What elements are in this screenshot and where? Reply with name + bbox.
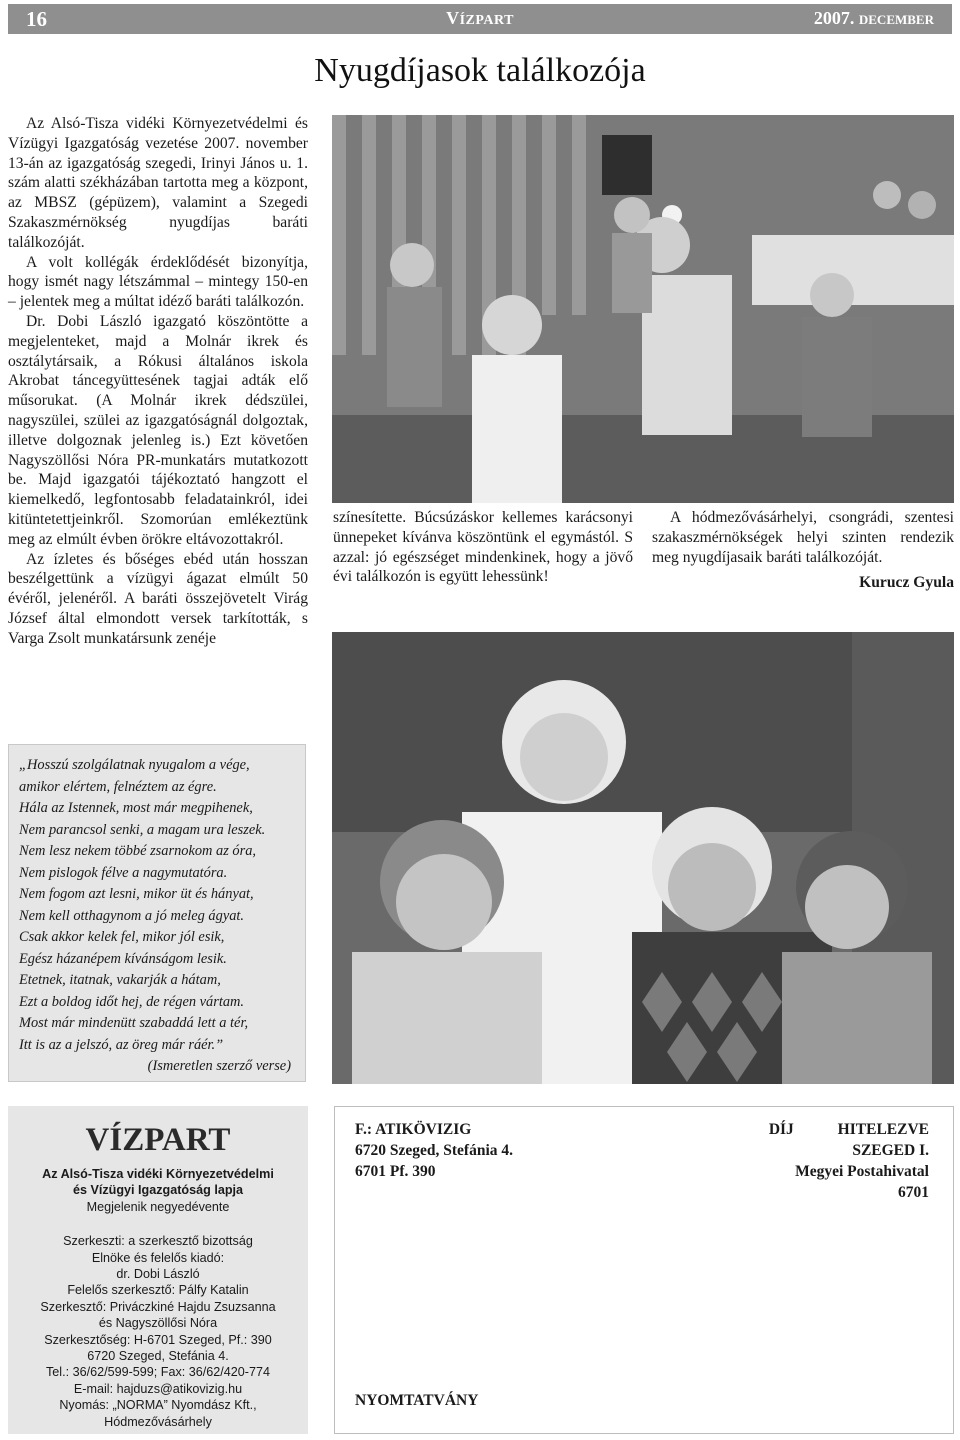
article-column-3 (652, 508, 954, 593)
poem-line: Most már mindenütt szabaddá lett a tér, (19, 1015, 249, 1031)
colophon-brand: VÍZPART (85, 1122, 231, 1158)
issue-date: 2007. DECEMBER (813, 8, 934, 28)
postage-line: Megyei Postahivatal (795, 1163, 929, 1180)
sender-address (355, 1119, 513, 1182)
poem-source: (Ismeretlen szerző verse) (147, 1058, 291, 1074)
photo-retirees-group (332, 632, 954, 1084)
poem-line: Nem lesz nekem többé zsarnokom az óra, (19, 843, 257, 859)
colophon-line: E-mail: hajduzs@atikovizig.hu (73, 1381, 243, 1396)
poem-line: Itt is az a jelszó, az öreg már ráér.” (19, 1036, 224, 1053)
article-column-2 (333, 508, 633, 587)
postage-paid-block (769, 1119, 929, 1203)
colophon-frequency: Megjelenik negyedévente (86, 1199, 230, 1214)
article-paragraph: Az ízletes és bőséges ebéd után hosszan beszélgettünk a vízügyi ágazat elmúlt 50 évéről, jelenéről. A baráti összejövetelt Virág József által elmondott versek tarkították, s Varga Zsolt munkatársunk zenéje (8, 550, 308, 647)
article-paragraph: Dr. Dobi László igazgató köszöntötte a megjelenteket, majd a Molnár ikrek és osztálytársaik, a Rókusi általános iskola Akrobat táncegyüttesének tagjai adták elő műsorukat. (A Molnár ikrek dédszülei, nagyszülei, szülei az igazgatóságnál dolgoztak, illetve dolgoznak jelenleg is.) Ezt követően Nagyszöllősi Nóra PR-munkatárs mutatkozott be. Majd igazgatói tájékoztató hangzott el kiemelkedő, legfontosabb feladatainkról, idei kitüntetettjeinkről. Szomorúan emlékeztünk meg az elmúlt évben örökre eltávozottakról. (8, 312, 308, 548)
page-header (8, 4, 952, 34)
article-paragraph: Az Alsó-Tisza vidéki Környezetvédelmi és Vízügyi Igazgatóság vezetése 2007. november 13-án az igazgatóság szegedi, Irinyi János u. 1. szám alatti székházában tartotta meg a központ, az MBSZ (gépüzem), valamint a Szegedi Szakaszmérnökség nyugdíjas baráti találkozóját. (8, 115, 308, 251)
postage-line: DÍJ HITELEZVE (768, 1121, 929, 1138)
sender-line: 6701 Pf. 390 (355, 1163, 436, 1180)
article-author: Kurucz Gyula (859, 574, 954, 592)
poem-line: Nem fogom azt lesni, mikor üt és hányat, (19, 886, 254, 902)
colophon-line: Elnöke és felelős kiadó: (91, 1250, 225, 1265)
colophon-line: 6720 Szeged, Stefánia 4. (87, 1349, 229, 1364)
poem-line: Nem parancsol senki, a magam ura leszek. (19, 821, 266, 838)
poem-line: Etetnek, itatnak, vakarják a hátam, (19, 972, 221, 988)
poem-line: „Hosszú szolgálatnak nyugalom a vége, (19, 757, 250, 773)
magazine-name: VÍZPART (446, 8, 514, 28)
article-paragraph: A volt kollégák érdeklődését bizonyítja, hogy ismét nagy létszámmal – mintegy 150-en – jelentek meg a múltat idéző baráti találkozón. (8, 253, 308, 311)
article-title: Nyugdíjasok találkozója (314, 52, 646, 89)
poem-line: Nem pislogok félve a nagymutatóra. (19, 864, 228, 881)
page-number: 16 (26, 7, 47, 31)
colophon-org-line: és Vízügyi Igazgatóság lapja (72, 1183, 244, 1198)
poem-line: Csak akkor kelek fel, mikor jól esik, (19, 929, 225, 945)
postage-line: 6701 (898, 1184, 929, 1201)
poem-line: amikor elértem, felnéztem az égre. (19, 778, 217, 795)
article-column-1 (8, 114, 308, 649)
article-paragraph: A hódmezővásárhelyi, csongrádi, szentesi szakaszmérnökségek helyi szinten rendezik meg nyugdíjasaik baráti találkozóját. (652, 509, 954, 566)
postage-line: SZEGED I. (852, 1142, 929, 1159)
colophon-line: Szerkesztőség: H-6701 Szeged, Pf.: 390 (44, 1332, 272, 1347)
colophon-line: Nyomás: „NORMA” Nyomdász Kft., (59, 1398, 257, 1413)
colophon-line: és Nagyszöllősi Nóra (98, 1316, 218, 1331)
colophon-line: Szerkeszti: a szerkesztő bizottság (63, 1234, 253, 1249)
colophon-line: Tel.: 36/62/599-599; Fax: 36/62/420-774 (45, 1365, 271, 1380)
poem-box (8, 744, 306, 1082)
colophon-line: Szerkesztő: Priváczkiné Hajdu Zsuzsanna (40, 1299, 276, 1314)
poem-line: Nem kell otthagynom a jó meleg ágyat. (19, 907, 245, 924)
colophon-line: dr. Dobi László (116, 1267, 200, 1282)
article-paragraph: színesítette. Búcsúzáskor kellemes karácsonyi ünnepeket kívánva köszöntünk el egymástól. S azzal: jó egészséget mindenkinek, hogy a jövő évi találkozón is együtt lehessünk! (333, 509, 633, 586)
poem-line: Egész házanépem kívánságom lesik. (19, 950, 227, 967)
colophon-line: Felelős szerkesztő: Pálfy Katalin (67, 1283, 249, 1298)
poem-line: Hála az Istennek, most már megpihenek, (19, 800, 253, 816)
mailing-box (334, 1106, 954, 1434)
printed-matter-label: NYOMTATVÁNY (355, 1392, 479, 1409)
photo-children-dance (332, 115, 954, 503)
sender-line: F.: ATIKÖVIZIG (355, 1121, 472, 1138)
sender-line: 6720 Szeged, Stefánia 4. (355, 1142, 514, 1159)
colophon (8, 1106, 308, 1434)
colophon-org-line: Az Alsó-Tisza vidéki Környezetvédelmi (42, 1167, 274, 1181)
colophon-line: Hódmezővásárhely (104, 1414, 212, 1429)
poem-line: Ezt a boldog időt hej, de régen vártam. (19, 993, 245, 1010)
